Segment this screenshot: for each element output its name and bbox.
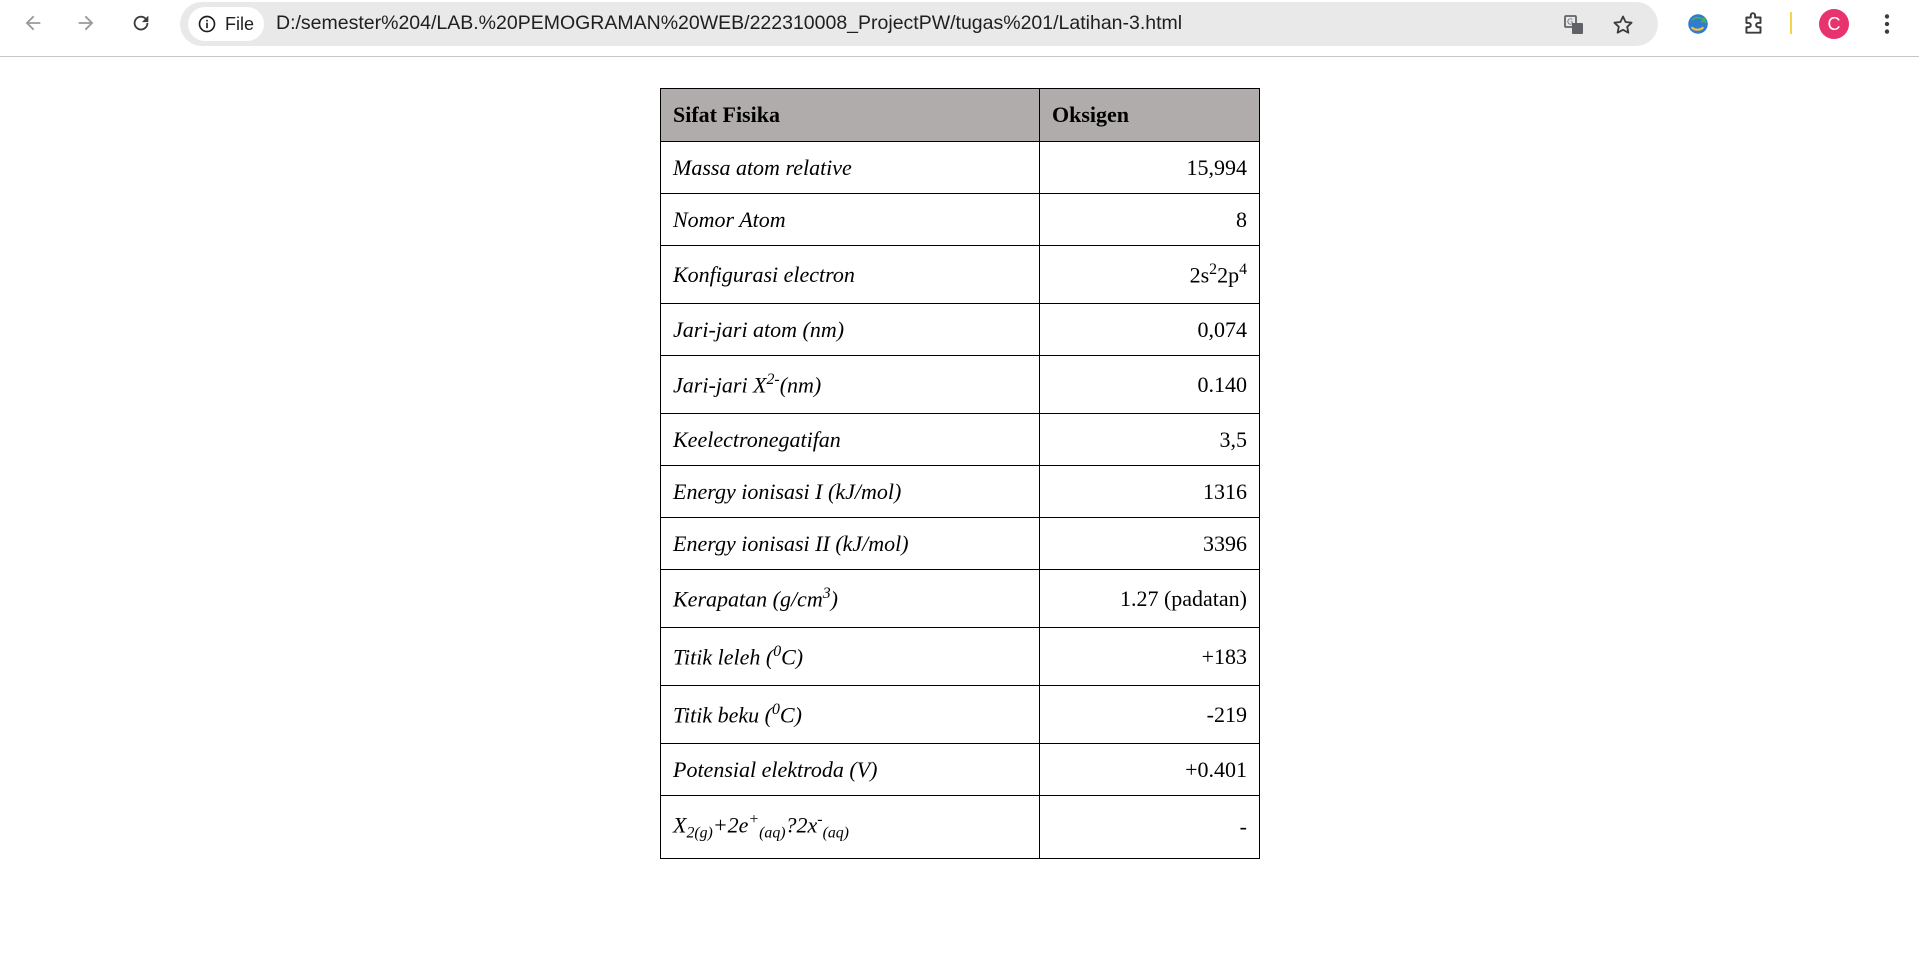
- property-label: $X_{2(g)}+2e^+_{(aq)}?2x^-_{(aq)}$: [661, 796, 1040, 859]
- info-icon: [197, 14, 217, 34]
- download-manager-icon: [1685, 11, 1711, 37]
- extensions-icon: [1741, 11, 1767, 37]
- translate-button[interactable]: [1561, 12, 1587, 38]
- bookmark-button[interactable]: [1610, 12, 1636, 38]
- table-row: [661, 246, 1260, 304]
- property-label: Jari-jari $X^{2-}(nm)$: [661, 356, 1040, 414]
- property-label: Titik beku ($^0$C): [661, 686, 1040, 744]
- browser-menu-button[interactable]: [1872, 9, 1902, 39]
- table-row: [661, 304, 1260, 356]
- property-label: Energy ionisasi II (kJ/mol): [661, 518, 1040, 570]
- address-bar[interactable]: [180, 2, 1658, 46]
- property-value: $2s^22p^4$: [1040, 246, 1260, 304]
- table-row: [661, 356, 1260, 414]
- property-value: -219: [1040, 686, 1260, 744]
- property-value: 1.27 (padatan): [1040, 570, 1260, 628]
- forward-icon: [75, 12, 97, 34]
- table-row: [661, 518, 1260, 570]
- table-row: [661, 466, 1260, 518]
- property-value: 3396: [1040, 518, 1260, 570]
- property-label: Massa atom relative: [661, 142, 1040, 194]
- header-property: Sifat Fisika: [661, 89, 1040, 142]
- bookmark-star-icon: [1611, 13, 1635, 37]
- property-label: Nomor Atom: [661, 194, 1040, 246]
- property-label: Titik leleh ($^0$C): [661, 628, 1040, 686]
- table-header-row: [661, 89, 1260, 142]
- menu-dots-icon: [1874, 11, 1900, 37]
- property-value: 1316: [1040, 466, 1260, 518]
- table-row: [661, 628, 1260, 686]
- property-value: 15,994: [1040, 142, 1260, 194]
- page-content: [0, 57, 1919, 960]
- physical-properties-table: [660, 88, 1260, 859]
- property-value: 0,074: [1040, 304, 1260, 356]
- header-element: Oksigen: [1040, 89, 1260, 142]
- url-text[interactable]: D:/semester%204/LAB.%20PEMOGRAMAN%20WEB/222310008_ProjectPW/tugas%201/Latihan-3.html: [276, 12, 1183, 34]
- download-manager-button[interactable]: [1683, 9, 1713, 39]
- property-label: Kerapatan $(g/cm^3)$: [661, 570, 1040, 628]
- back-icon: [22, 12, 44, 34]
- table-row: [661, 686, 1260, 744]
- property-value: 3,5: [1040, 414, 1260, 466]
- forward-button[interactable]: [69, 6, 103, 40]
- site-info-chip[interactable]: [188, 7, 264, 41]
- property-value: 0.140: [1040, 356, 1260, 414]
- translate-icon: [1562, 13, 1586, 37]
- profile-avatar[interactable]: C: [1819, 9, 1849, 39]
- table-row: [661, 414, 1260, 466]
- site-chip-label: File: [225, 13, 255, 34]
- property-label: Keelectronegatifan: [661, 414, 1040, 466]
- property-label: Energy ionisasi I (kJ/mol): [661, 466, 1040, 518]
- property-label: Potensial elektroda (V): [661, 744, 1040, 796]
- back-button[interactable]: [16, 6, 50, 40]
- table-row: [661, 194, 1260, 246]
- toolbar-divider: [1790, 12, 1792, 34]
- table-row: [661, 744, 1260, 796]
- browser-toolbar: [0, 0, 1919, 57]
- property-value: -: [1040, 796, 1260, 859]
- property-value: +183: [1040, 628, 1260, 686]
- extensions-button[interactable]: [1739, 9, 1769, 39]
- property-label: Jari-jari atom (nm): [661, 304, 1040, 356]
- table-row: [661, 796, 1260, 859]
- svg-text:G: G: [1567, 17, 1574, 27]
- reload-button[interactable]: [124, 6, 158, 40]
- property-label: Konfigurasi electron: [661, 246, 1040, 304]
- table-row: [661, 570, 1260, 628]
- property-value: +0.401: [1040, 744, 1260, 796]
- property-value: 8: [1040, 194, 1260, 246]
- reload-icon: [130, 12, 152, 34]
- table-row: [661, 142, 1260, 194]
